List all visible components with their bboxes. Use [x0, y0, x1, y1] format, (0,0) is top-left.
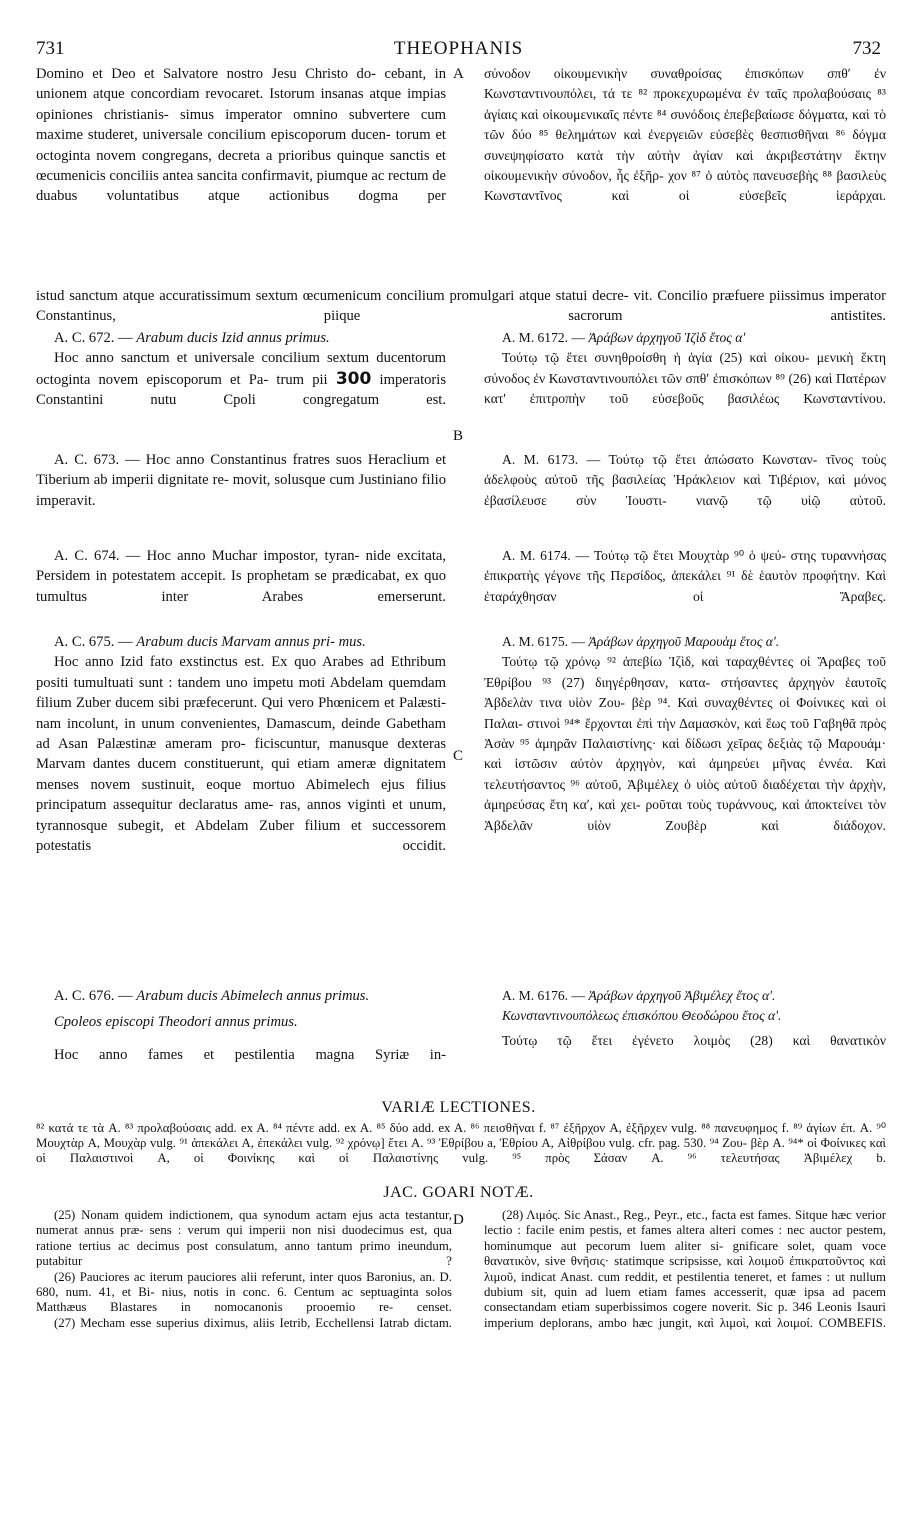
latin-entry-673 [36, 450, 446, 511]
variae-lectiones-title: VARIÆ LECTIONES. [381, 1099, 536, 1116]
entry-body: A. C. 674. — Hoc anno Muchar impostor, tyran- nide excitata, Persidem in potestatem accepit. Is prophetam se prædicabat, ex quo tumultus inter Arabes emerserunt. [36, 548, 447, 605]
greek-entry-6174 [484, 546, 886, 607]
latin-opening-paragraph: Domino et Deo et Salvatore nostro Jesu Christo do- cebant, in unionem atque concordiam revocaret. Istorum insanas atque impias opiniones christianis- simus imperator omnino subvertere cum maxime studeret, universale concilium episcoporum ducen- torum et octoginta novem congregans, decreta a prioribus quinque sanctis et œcumenicis conciliis antea sancita confirmavit, piumque ac rectum de duabus voluntatibus atque actionibus dogma per [36, 66, 446, 205]
latin-entry-674 [36, 546, 446, 607]
entry-body: Hoc anno fames et pestilentia magna Syriæ in- [54, 1046, 446, 1063]
running-header [36, 38, 881, 64]
entry-body: Τούτῳ τῷ ἔτει συνηθροίσθη ἡ ἁγία (25) καὶ οἰκου- μενικὴ ἕκτη σύνοδος ἐν Κωνσταντινουπόλει τῶν σπθʹ ἐπισκόπων ⁸⁹ (26) καὶ Πατέρων κατ' ἐπιτροπὴν τοῦ εὐσεβοῦς βασιλέως Κωνσταντίνου. [484, 350, 886, 407]
margin-marker-d: D [453, 1212, 464, 1228]
entry-body: Hoc anno Izid fato exstinctus est. Ex quo Arabes ad Ethribum positi tumultuati sunt : tandem uno impetu moti Abdelam quemdam filium Zuber ducem sibi præfecerunt. Qui vero Phœnicem et Palæsti- nam incolunt, in unum convenientes, Damascum, deinde Gabetham ad Asan Palæstinæ ameram pro- ficiscuntur, manusque dexteras Marvam dantes ducem constituerunt, qui etiam ameræ dignitatem menses novem sustinuit, eoque mortuo Abimelech ejus filius principatum assequitur declaratus ame- ras, annos viginti et unum, tyrannosque subegit, et Abdelam Zuber filium et successorem potestatis occidit. [36, 654, 446, 855]
note-26: (26) Pauciores ac iterum pauciores alii referunt, inter quos Baronius, an. D. 680, num. 41, et Bi- nius, notis in conc. 6. Centum ac septuaginta solos Matthæus Blastares in nomocanonis prooemio re- censet. [36, 1269, 452, 1315]
entry-heading: A. M. 6172. — Ἀράβων ἀρχηγοῦ Ἰζὶδ ἔτος αʹ [502, 330, 746, 345]
latin-entry-676 [36, 986, 446, 1065]
entry-body: Τούτῳ τῷ χρόνῳ ⁹² ἀπεβίω Ἰζὶδ, καὶ ταραχθέντες οἱ Ἄραβες τοῦ Ἐθρίβου ⁹³ (27) διηγέρθησαν, κατα- στήσαντες ἀρχηγὸν ἑαυτοῖς Ἀβδελὰν τινα υἱὸν Ζου- βὲρ ⁹⁴. Καὶ συναχθέντες οἱ Φοίνικες καὶ οἱ Παλαι- στινοὶ ⁹⁴* ἔρχονται ἐπὶ τὴν Δαμασκὸν, καὶ ἕως τοῦ Γαβηθᾶ πρὸς Ἀσὰν ⁹⁵ ἀμηρᾶν Παλαιστίνης· καὶ δίδωσι χεῖρας δεξιὰς τῷ Μαρουάμ· καὶ ἱστῶσιν αὐτὸν ἀρχηγὸν, καὶ ἀμηρεύει μῆνας ἐννέα. Καὶ τελευτήσαντος ⁹⁶ αὐτοῦ, Ἀβιμέλεχ ὁ υἱὸς αὐτοῦ διαδέχεται τὴν ἀρχὴν, ἀμηρεύσας ἔτη καʹ, καὶ χει- ροῦται τοὺς τυράννους, καὶ ἀποκτείνει τὸν Ἀβδελᾶν υἱὸν Ζουβὲρ καὶ διάδοχον. [484, 654, 886, 833]
left-page-number: 731 [36, 38, 65, 59]
entry-subheading: Κωνσταντινουπόλεως ἐπισκόπου Θεοδώρου ἔτος αʹ. [502, 1008, 782, 1024]
notae-left-column [36, 1208, 452, 1331]
greek-entry-6172 [484, 328, 886, 410]
margin-marker-a: A [453, 66, 464, 82]
number-300: 300 [335, 368, 372, 389]
variae-lectiones-text: ⁸² κατά τε τὰ A. ⁸³ προλαβούσαις add. ex A. ⁸⁴ πέντε add. ex A. ⁸⁵ δύο add. ex A. ⁸⁶ πεισθῆναι f. ⁸⁷ ἐξῆρχον A, ἐξῆρχεν vulg. ⁸⁸ πανευφημος f. ⁸⁹ ἁγίων ἐπ. A. ⁹⁰ Μουχτὰρ A, Μουχὰρ vulg. ⁹¹ ἀπεκάλει A, ἐπεκάλει vulg. ⁹² χρόνῳ] ἔτει A. ⁹³ Ἐθρίβου a, Ἐθρίου A, Αἰθρίβου vulg. cfr. pag. 530. ⁹⁴ Ζου- βὲρ A. ⁹⁴* οἱ Φοίνικες καὶ οἱ Παλαιστινοὶ A, οἱ Φοινίκης καὶ οἱ Παλαιστίνης vulg. ⁹⁵ πρὸς Σάσαν A. ⁹⁶ τελευτήσας Ἀβιμέλεχ b. [36, 1121, 886, 1165]
note-28: (28) Λιμός. Sic Anast., Reg., Peyr., etc., facta est fames. Sitque hæc verior lectio : facile enim pestis, et fames altera alteri comes : nec auctor pestem, hominumque aut pecorum luem aliter si- gnificare solet, quam voce θανατικὸν, sive θνῆσις· statimque scripsisse, καὶ λοιμοῦ ἐπικρατοῦντος καὶ λιμοῦ, indicat Anast. cum reddit, et pestilentia teneret, et fames : ut nullum dubium sit, quin ad luem etiam fames accesserit, quæ ipsa ad pacem consectandam etiam superbissimos cogere noverit. Sic p. 346 Leonis Isauri imperium deplorans, ambo hæc jungit, καὶ λιμοὶ, καὶ λοιμοί. COMBEFIS. [484, 1208, 886, 1330]
entry-heading: A. M. 6175. — Ἀράβων ἀρχηγοῦ Μαρουὰμ ἔτος αʹ. [502, 634, 780, 649]
entry-body: Τούτῳ τῷ ἔτει ἐγένετο λοιμὸς (28) καὶ θανατικὸν [502, 1032, 886, 1048]
notae-title: JAC. GOARI NOTÆ. [383, 1184, 534, 1201]
latin-entry-672 [36, 328, 446, 411]
margin-marker-c: C [453, 748, 464, 764]
notae-right-column [484, 1208, 886, 1331]
greek-entry-6175 [484, 632, 886, 836]
greek-entry-6173 [484, 450, 886, 511]
greek-opening-paragraph: σύνοδον οἰκουμενικὴν συναθροίσας ἐπισκόπων σπθʹ ἐν Κωνσταντινουπόλει, τά τε ⁸² προκεχυρωμένα ἐν ταῖς προλαβούσαις ⁸³ ἁγίαις καὶ οἰκουμενικαῖς πέντε ⁸⁴ συνόδοις ἐπεβεβαίωσε δόγματα, καὶ τὸ τῶν δύο ⁸⁵ θελημάτων καὶ ἐνεργειῶν εὐσεβὲς θεσπισθῆναι ⁸⁶ δόγμα συνεψηφίσατο κατὰ τὴν αὐτὴν ἁγίαν καὶ ἀκριβεστάτην ἕκτην οἰκουμενικὴν σύνοδον, ἧς ἐξῆρ- χον ⁸⁷ ὁ αὐτὸς πανευσεβὴς ⁸⁸ βασιλεὺς Κωνσταντῖνος καὶ οἱ εὐσεβεῖς ἱεράρχαι. [484, 66, 886, 204]
latin-full-width-sentence: istud sanctum atque accuratissimum sextum œcumenicum concilium promulgari atque statui decre- vit. Concilio præfuere piissimus imperator Constantinus, piique sacrorum antistites. [36, 288, 886, 325]
latin-entry-675 [36, 632, 446, 856]
entry-body: A. M. 6174. — Τούτῳ τῷ ἔτει Μουχτὰρ ⁹⁰ ὁ ψεύ- στης τυραννήσας ἐπικρατὴς γέγονε τῆς Περσίδος, ἀπεκάλει ⁹¹ δὲ ἑαυτὸν προφήτην. Καὶ ἐταράχθησαν οἱ Ἄραβες. [484, 548, 886, 604]
entry-body: Hoc anno sanctum et universale concilium sextum ducentorum octoginta novem episcoporum et Pa- trum pii 300 imperatoris Constantini nutu Cpoli congregatum est. [36, 350, 447, 409]
note-25: (25) Nonam quidem indictionem, qua synodum actam ejus acta testantur, numerat annus præ- sens : verum qui imperii non nisi duodecimus est, qua ratione tertius ac decimus post consulatum, anno tantum primo ineundum, putabitur ? [36, 1208, 452, 1269]
entry-body: A. C. 673. — Hoc anno Constantinus fratres suos Heraclium et Tiberium ab imperii dignitate re- movit, solusque cum Justiniano filio imperavit. [36, 452, 447, 509]
entry-heading: A. M. 6176. — Ἀράβων ἀρχηγοῦ Ἀβιμέλεχ ἔτος αʹ. [502, 988, 776, 1003]
entry-heading: A. C. 676. — Arabum ducis Abimelech annus primus. [54, 988, 370, 1004]
entry-body: A. M. 6173. — Τούτῳ τῷ ἔτει ἀπώσατο Κωνσταν- τῖνος τοὺς ἀδελφοὺς αὐτοῦ τῆς βασιλείας Ἡράκλειον καὶ Τιβέριον, καὶ μόνος ἐβασίλευσε σὺν Ἰουστι- νιανῷ τῷ υἱῷ αὐτοῦ. [484, 452, 886, 508]
greek-entry-6176 [484, 986, 886, 1051]
entry-subheading: Cpoleos episcopi Theodori annus primus. [54, 1014, 298, 1031]
entry-heading: A. C. 672. — Arabum ducis Izid annus primus. [54, 330, 330, 346]
entry-heading: A. C. 675. — Arabum ducis Marvam annus pri- mus. [54, 634, 366, 650]
running-title: THEOPHANIS [393, 38, 524, 59]
margin-marker-b: B [453, 428, 464, 444]
note-27: (27) Mecham esse superius diximus, aliis Ietrib, Ecchellensi Iatrab dictam. [54, 1315, 452, 1330]
right-page-number: 732 [852, 38, 881, 59]
